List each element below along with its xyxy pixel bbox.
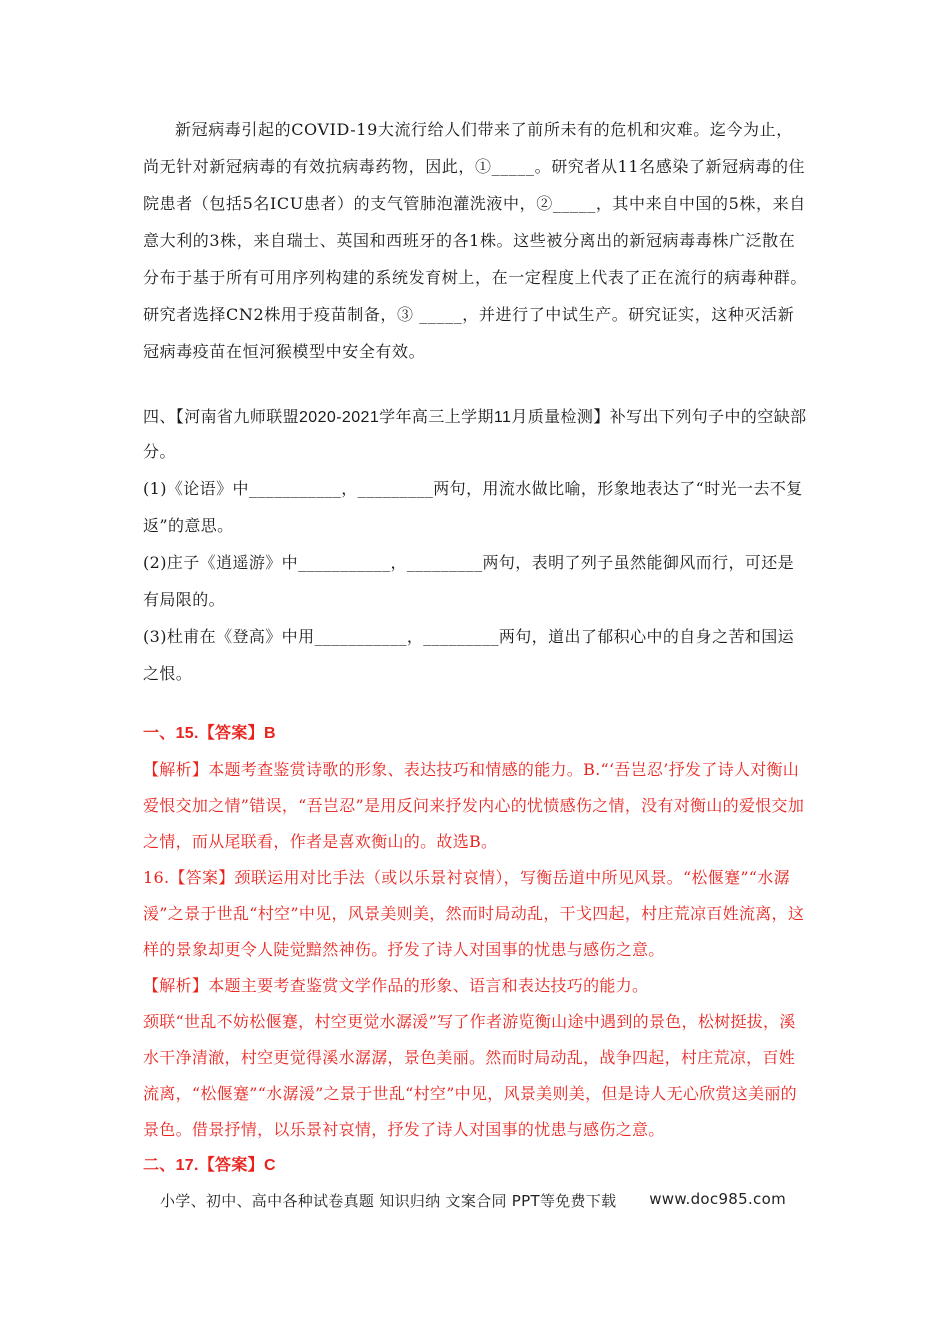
section-4-heading: 四、【河南省九师联盟2020-2021学年高三上学期11月质量检测】补写出下列句子中的空缺部分。 — [143, 409, 807, 461]
answer-15-analysis: 【解析】本题考查鉴赏诗歌的形象、表达技巧和情感的能力。B.“‘吾岂忍’抒发了诗人对衡山爱恨交加之情”错误，“吾岂忍”是用反问来抒发内心的忧愤感伤之情，没有对衡山的爱恨交加之情，而从尾联看，作者是喜欢衡山的。故选B。 — [143, 760, 805, 851]
answer-15: 一、15.【答案】B — [143, 725, 276, 742]
passage-paragraph: 新冠病毒引起的COVID-19大流行给人们带来了前所未有的危机和灾难。迄今为止，尚无针对新冠病毒的有效抗病毒药物，因此，①_____。研究者从11名感染了新冠病毒的住院患者（包括5名ICU患者）的支气管肺泡灌洗液中，②_____，其中来自中国的5株，来自意大利的3株，来自瑞士、英国和西班牙的各1株。这些被分离出的新冠病毒毒株广泛散在分布于基于所有可用序列构建的系统发育树上，在一定程度上代表了正在流行的病毒种群。研究者选择CN2株用于疫苗制备，③ _____，并进行了中试生产。研究证实，这种灭活新冠病毒疫苗在恒河猴模型中安全有效。 — [143, 120, 808, 361]
answers-section — [143, 716, 808, 1184]
footer-text: 小学、初中、高中各种试卷真题 知识归纳 文案合同 PPT等免费下载 — [160, 1192, 617, 1210]
answer-17: 二、17.【答案】C — [143, 1157, 276, 1174]
answer-16: 16.【答案】颈联运用对比手法（或以乐景衬哀情），写衡岳道中所见风景。“松偃蹇”“水潺湲”之景于世乱“村空”中见，风景美则美，然而时局动乱，干戈四起，村庄荒凉百姓流离，这样的景象却更令人陡觉黯然神伤。抒发了诗人对国事的忧患与感伤之意。 — [143, 868, 805, 959]
fill-blank-item-3: (3)杜甫在《登高》中用___________，_________两句，道出了郁积心中的自身之苦和国运之恨。 — [143, 627, 795, 683]
section-4 — [143, 400, 808, 692]
answer-16-detail: 颈联“世乱不妨松偃蹇，村空更觉水潺湲”写了作者游览衡山途中遇到的景色，松树挺拔，溪水干净清澈，村空更觉得溪水潺潺，景色美丽。然而时局动乱，战争四起，村庄荒凉，百姓流离，“松偃蹇”“水潺湲”之景于世乱“村空”中见，风景美则美，但是诗人无心欣赏这美丽的景色。借景抒情，以乐景衬哀情，抒发了诗人对国事的忧患与感伤之意。 — [143, 1012, 797, 1139]
footer-url[interactable]: www.doc985.com — [649, 1190, 786, 1208]
fill-blank-item-1: (1)《论语》中___________，_________两句，用流水做比喻，形象地表达了“时光一去不复返”的意思。 — [143, 479, 803, 535]
answer-16-analysis: 【解析】本题主要考查鉴赏文学作品的形象、语言和表达技巧的能力。 — [143, 976, 649, 995]
page-footer — [160, 1190, 800, 1211]
fill-blank-item-2: (2)庄子《逍遥游》中___________，_________两句，表明了列子虽然能御风而行，可还是有局限的。 — [143, 553, 795, 609]
